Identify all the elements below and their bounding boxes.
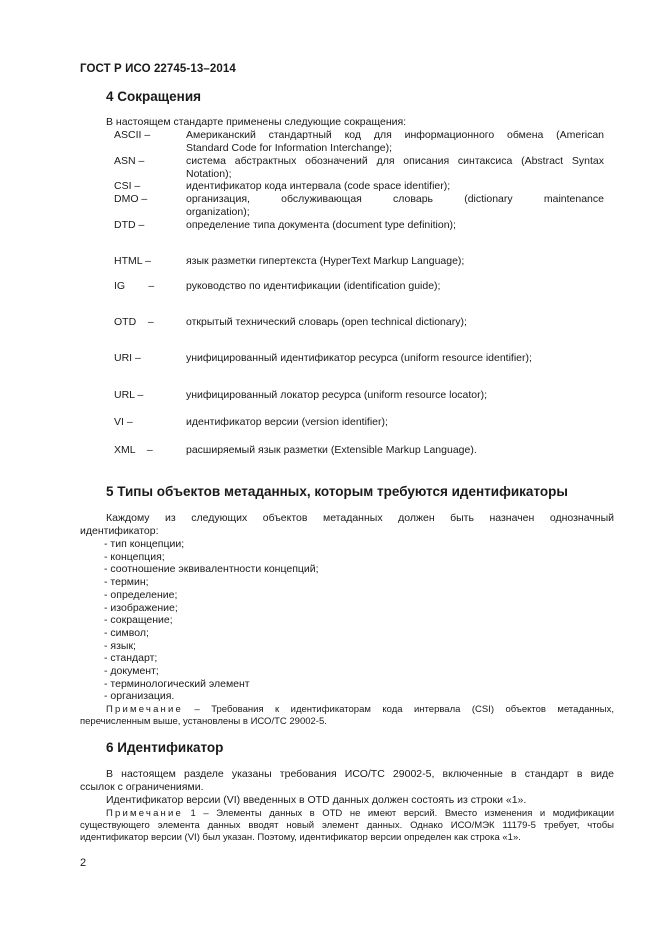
abbreviation-definition: [186, 416, 604, 429]
definition-line: организация, обслуживающая словарь (dictionary maintenance: [186, 193, 604, 205]
section-6-note: [106, 808, 614, 820]
definition-line: идентификатор версии (version identifier);: [186, 416, 388, 428]
note-label: Примечание: [106, 704, 183, 715]
definition-line: Standard Code for Information Interchange);: [186, 141, 393, 154]
abbreviation-term: HTML –: [114, 255, 151, 267]
abbreviation-term: ASCII –: [114, 129, 151, 141]
definition-line: organization);: [186, 205, 250, 218]
abbreviation-term: XML –: [114, 444, 153, 456]
definition-line: руководство по идентификации (identification guide);: [186, 280, 441, 292]
definition-line: унифицированный идентификатор ресурса (uniform resource identifier);: [186, 352, 532, 364]
abbreviation-definition: [186, 280, 604, 293]
section-6-note-cont-2: идентификатор версии (VI) был указан. Поэтому, идентификатор версии определен как строка «1».: [80, 832, 521, 843]
list-item: - определение;: [104, 588, 178, 601]
abbreviation-definition: [186, 255, 604, 268]
list-item: - термин;: [104, 576, 149, 589]
definition-line: расширяемый язык разметки (Extensible Markup Language).: [186, 444, 477, 456]
abbreviation-definition: [186, 129, 604, 155]
abbreviation-term: DTD –: [114, 219, 145, 231]
section-6-para-2: Идентификатор версии (VI) введенных в OTD данных должен состоять из строки «1».: [106, 794, 527, 806]
abbreviation-term: DMO –: [114, 193, 148, 205]
section-5-intro: Каждому из следующих объектов метаданных должен быть назначен однозначный: [106, 512, 614, 524]
list-item: - терминологический элемент: [104, 677, 250, 690]
abbreviation-term: CSI –: [114, 180, 141, 192]
definition-line: Notation);: [186, 167, 232, 180]
abbreviation-term: IG –: [114, 280, 155, 292]
page-number: 2: [80, 857, 87, 869]
section-5-note: [106, 704, 614, 716]
abbreviation-term: ASN –: [114, 155, 145, 167]
abbreviation-definition: [186, 155, 604, 181]
metadata-object-list: [104, 538, 319, 703]
section-6-note-cont-1: существующего элемента данных вводят новый элемент данных. Однако ИСО/МЭК 11179-5 требует, чтобы: [80, 820, 614, 831]
definition-line: идентификатор кода интервала (code space identifier);: [186, 180, 451, 192]
abbreviation-definition: [186, 444, 604, 457]
section-4-title: 4 Сокращения: [106, 89, 201, 104]
list-item: - язык;: [104, 639, 136, 652]
document-header: ГОСТ Р ИСО 22745-13–2014: [80, 63, 236, 75]
abbreviation-definition: [186, 180, 604, 193]
abbreviation-definition: [186, 193, 604, 219]
section-6-para-1-cont: ссылок с ограничениями.: [80, 781, 204, 793]
definition-line: унифицированный локатор ресурса (uniform resource locator);: [186, 389, 488, 401]
abbreviation-definition: [186, 219, 604, 232]
abbreviation-definition: [186, 352, 604, 365]
list-item: - символ;: [104, 626, 149, 639]
section-6-title: 6 Идентификатор: [106, 740, 224, 755]
list-item: - тип концепции;: [104, 538, 185, 550]
definition-line: система абстрактных обозначений для описания синтаксиса (Abstract Syntax: [186, 155, 604, 167]
note-label: Примечание: [106, 808, 183, 819]
list-item: - сокращение;: [104, 614, 173, 627]
abbreviation-term: URL –: [114, 389, 144, 401]
abbreviation-term: VI –: [114, 416, 133, 428]
section-4-intro: В настоящем стандарте применены следующие сокращения:: [106, 116, 407, 128]
section-5-title: 5 Типы объектов метаданных, которым требуются идентификаторы: [106, 484, 568, 499]
section-6-para-1: В настоящем разделе указаны требования ИСО/ТС 29002-5, включенные в стандарт в виде: [106, 768, 614, 780]
abbreviation-term: OTD –: [114, 316, 154, 328]
note-text: – Требования к идентификаторам кода интервала (CSI) объектов метаданных,: [194, 704, 614, 715]
list-item: - документ;: [104, 665, 159, 678]
list-item: - стандарт;: [104, 652, 158, 665]
definition-line: открытый технический словарь (open technical dictionary);: [186, 316, 467, 328]
abbreviation-definition: [186, 316, 604, 329]
list-item: - организация.: [104, 690, 175, 703]
abbreviation-definition: [186, 389, 604, 402]
list-item: - изображение;: [104, 601, 178, 614]
list-item: - соотношение эквивалентности концепций;: [104, 563, 319, 576]
abbreviation-term: URI –: [114, 352, 141, 364]
definition-line: определение типа документа (document type definition);: [186, 219, 456, 231]
section-5-intro-cont: идентификатор:: [80, 525, 159, 537]
definition-line: Американский стандартный код для информационного обмена (American: [186, 129, 604, 141]
section-5-note-cont: перечисленным выше, установлены в ИСО/ТС 29002-5.: [80, 716, 327, 727]
list-item: - концепция;: [104, 550, 165, 563]
note-text: 1 – Элементы данных в OTD не имеют версий. Вместо изменения и модификации: [190, 808, 615, 819]
definition-line: язык разметки гипертекста (HyperText Markup Language);: [186, 255, 465, 267]
